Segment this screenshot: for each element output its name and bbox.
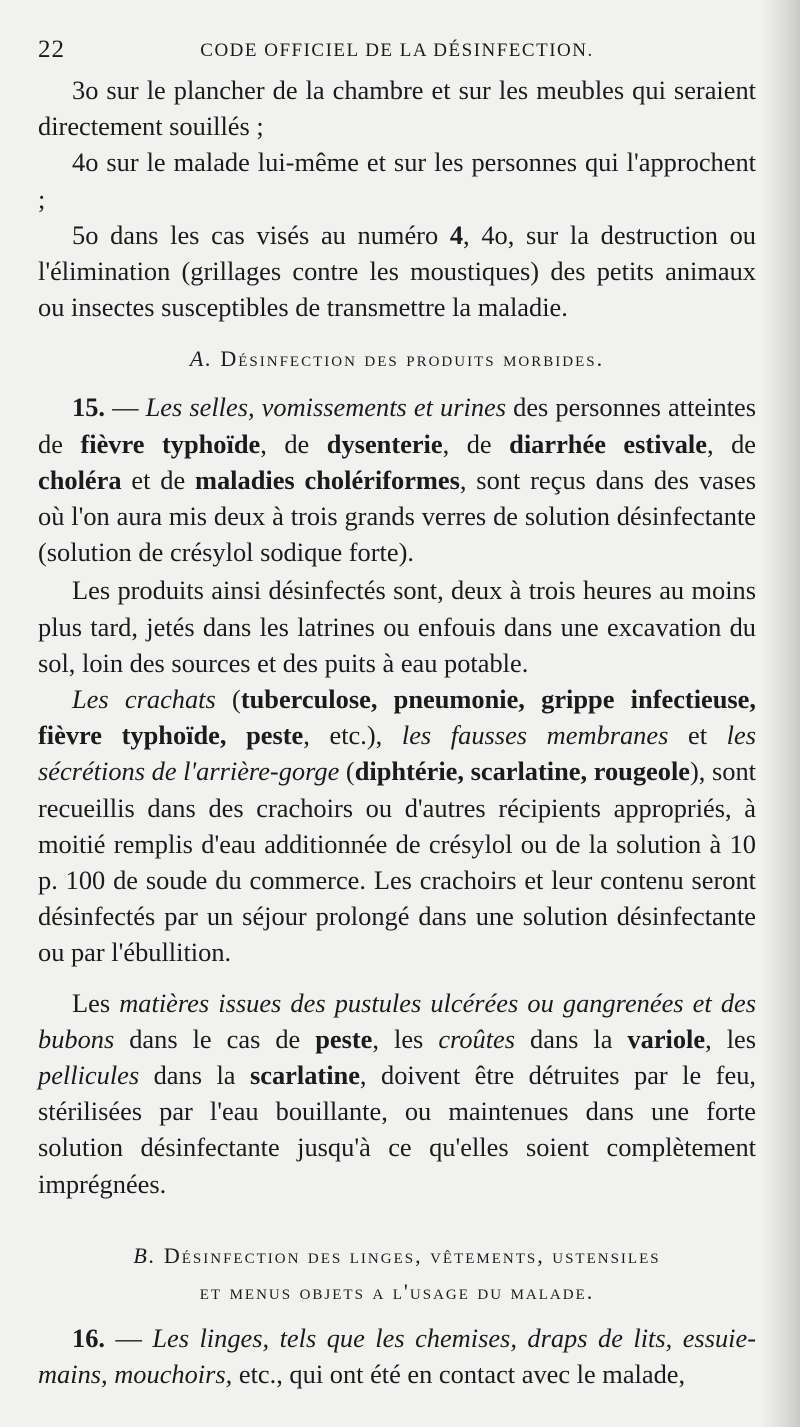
paragraph-item-4: 4o sur le malade lui-même et sur les personnes qui l'approchent ; bbox=[38, 147, 756, 214]
paragraph-produits: Les produits ainsi désinfectés sont, deux à trois heures au moins plus tard, jetés dans les latrines ou enfouis dans une excavation du sol, loin des sources et des puits à eau potable. bbox=[38, 575, 756, 678]
book-page bbox=[38, 28, 756, 1392]
section-heading-b bbox=[38, 1202, 756, 1320]
running-header bbox=[38, 28, 756, 72]
page-number: 22 bbox=[38, 36, 65, 63]
article-number-16: 16. bbox=[72, 1322, 105, 1353]
paragraph-item-5: 5o dans les cas visés au numéro 4, 4o, sur la destruction ou l'élimination (grillages contre les moustiques) des petits animaux ou insectes susceptibles de transmettre la maladie. bbox=[38, 219, 756, 323]
running-title: CODE OFFICIEL DE LA DÉSINFECTION. bbox=[200, 40, 594, 61]
paragraph-matieres: Les matières issues des pustules ulcérées ou gangrenées et des bubons dans le cas de peste, les croûtes dans la variole, les pellicules dans la scarlatine, doivent être détruites par le feu, stérilisées par l'eau bouillante, ou maintenues dans une forte solution désinfectante jusqu'à ce qu'elles soient complètement imprégnées. bbox=[38, 987, 757, 1199]
section-heading-a bbox=[38, 325, 756, 389]
section-title-b-line2: et menus objets a l'usage du malade. bbox=[199, 1278, 595, 1304]
article-15: 15. — Les selles, vomissements et urines des personnes atteintes de fièvre typhoïde, de dysenterie, de diarrhée estivale, de choléra et de maladies cholériformes, sont reçus dans des vases où l'on aura mis deux à trois grands verres de solution désinfectante (solution de crésylol sodique forte). bbox=[38, 392, 757, 568]
page-edge-shadow bbox=[762, 0, 800, 1427]
paragraph-item-3: 3o sur le plancher de la chambre et sur les meubles qui seraient directement souillés ; bbox=[38, 75, 756, 142]
article-number-15: 15. bbox=[72, 392, 105, 423]
section-letter-b: B. bbox=[133, 1242, 157, 1268]
paragraph-crachats: Les crachats (tuberculose, pneumonie, grippe infectieuse, fièvre typhoïde, peste, etc.), les fausses membranes et les sécrétions de l'arrière-gorge (diphtérie, scarlatine, rougeole), sont recueillis dans des crachoirs ou d'autres récipients appropriés, à moitié remplis d'eau additionnée de crésylol ou de la solution à 10 p. 100 de soude du commerce. Les crachoirs et leur contenu seront désinfectés par un séjour prolongé dans une solution désinfectante ou par l'ébullition. bbox=[38, 684, 757, 968]
section-title-a: Désinfection des produits morbides. bbox=[220, 346, 605, 372]
article-16: 16. — Les linges, tels que les chemises, draps de lits, essuie-mains, mouchoirs, etc., qui ont été en contact avec le malade, bbox=[38, 1322, 756, 1390]
section-title-b-line1: B. Désinfection des linges, vêtements, ustensiles bbox=[133, 1242, 661, 1268]
section-letter-a: A. bbox=[189, 346, 213, 372]
